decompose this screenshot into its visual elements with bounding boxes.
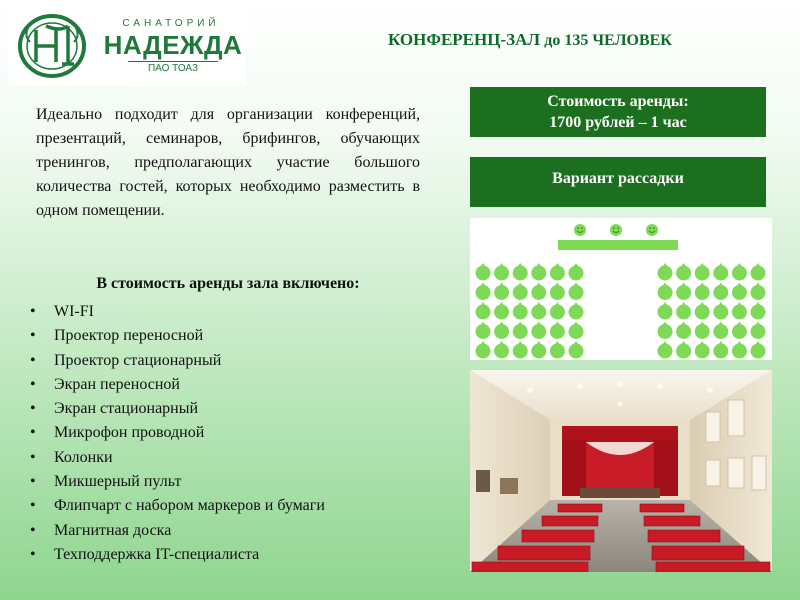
audience-seat-icon [751,285,766,300]
seat-tip-icon [537,302,541,305]
price-box [470,87,766,137]
audience-seat-icon [494,266,509,281]
seat-tip-icon [663,322,667,325]
seat-tip-icon [682,322,686,325]
hall-photo-svg [470,370,772,572]
seat-tip-icon [756,263,760,266]
seat-tip-icon [574,341,578,344]
audience-seat-icon [695,324,710,339]
speaker-eye-icon [653,227,655,229]
audience-seat-icon [658,285,673,300]
monogram-emblem-icon [16,12,88,80]
seating-layout-diagram [470,218,772,360]
seat-tip-icon [700,322,704,325]
logo-top-text: САНАТОРИЙ [122,18,220,29]
title-main: КОНФЕРЕНЦ-ЗАЛ [388,30,541,49]
seat-tip-icon [719,322,723,325]
audience-seat-icon [494,305,509,320]
speaker-eye-icon [581,227,583,229]
audience-seat-icon [658,305,673,320]
list-item: • WI-FI [28,300,325,324]
audience-seat-icon [695,285,710,300]
seat-tip-icon [574,283,578,286]
seat-tip-icon [737,263,741,266]
seat-tip-icon [518,341,522,344]
seat-tip-icon [756,283,760,286]
seat-tip-icon [537,322,541,325]
list-item: • Флипчарт с набором маркеров и бумаги [28,494,325,518]
audience-seat-icon [494,344,509,359]
audience-seat-icon [494,324,509,339]
audience-seat-icon [732,285,747,300]
audience-seat-icon [658,324,673,339]
list-item: • Проектор стационарный [28,349,325,373]
list-item: • Колонки [28,446,325,470]
seat-tip-icon [555,283,559,286]
audience-seat-icon [513,324,528,339]
audience-seat-icon [531,305,546,320]
audience-seat-icon [676,305,691,320]
seat-tip-icon [682,263,686,266]
seat-tip-icon [737,302,741,305]
audience-seat-icon [695,344,710,359]
audience-seat-icon [513,305,528,320]
audience-seat-icon [732,305,747,320]
seating-box [470,157,766,207]
audience-seat-icon [751,344,766,359]
seat-tip-icon [574,322,578,325]
audience-seat-icon [476,305,491,320]
speaker-seat-icon [646,224,658,236]
description-text: Идеально подходит для организации конференций, презентаций, семинаров, брифингов, обучающих тренингов, предполагающих участие большого количества гостей, которых необходимо разместить в одном помещении. [36,106,420,219]
logo-subtitle: ПАО ТОАЗ [128,61,218,74]
seat-tip-icon [737,322,741,325]
seat-tip-icon [719,341,723,344]
audience-seat-icon [713,344,728,359]
speakers-table [558,240,678,250]
audience-seat-icon [751,324,766,339]
audience-seat-icon [713,324,728,339]
price-label: Стоимость аренды: [547,93,689,110]
seat-tip-icon [663,302,667,305]
seat-tip-icon [481,263,485,266]
seat-tip-icon [518,302,522,305]
speaker-eye-icon [649,227,651,229]
audience-seat-icon [751,266,766,281]
seat-tip-icon [500,341,504,344]
audience-seat-icon [476,285,491,300]
audience-seat-icon [695,305,710,320]
seat-tip-icon [574,263,578,266]
seat-tip-icon [719,302,723,305]
seat-tip-icon [537,263,541,266]
seat-tip-icon [719,283,723,286]
audience-seat-icon [513,344,528,359]
audience-seat-icon [550,324,565,339]
audience-seat-icon [569,324,584,339]
list-item: • Микрофон проводной [28,421,325,445]
audience-seat-icon [676,344,691,359]
seat-tip-icon [700,263,704,266]
audience-seat-icon [658,266,673,281]
list-item: • Экран стационарный [28,397,325,421]
speaker-seat-icon [574,224,586,236]
audience-seat-icon [531,266,546,281]
list-item: • Экран переносной [28,373,325,397]
speaker-seat-icon [610,224,622,236]
audience-seat-icon [713,305,728,320]
audience-seat-icon [676,266,691,281]
seat-tip-icon [682,283,686,286]
audience-seat-icon [569,344,584,359]
seat-tip-icon [481,302,485,305]
audience-seat-icon [695,266,710,281]
audience-seat-icon [732,266,747,281]
seat-tip-icon [756,341,760,344]
audience-seat-icon [531,324,546,339]
seating-diagram-svg [470,218,772,360]
audience-seat-icon [732,344,747,359]
seat-tip-icon [756,322,760,325]
seat-tip-icon [555,322,559,325]
audience-seat-icon [732,324,747,339]
seat-tip-icon [682,302,686,305]
seat-tip-icon [500,283,504,286]
included-list [28,300,325,567]
audience-seat-icon [569,266,584,281]
seat-tip-icon [537,341,541,344]
logo-name: НАДЕЖДА [103,30,243,60]
audience-seat-icon [476,324,491,339]
seat-tip-icon [737,283,741,286]
seat-tip-icon [481,341,485,344]
audience-seat-icon [531,344,546,359]
price-value: 1700 рублей – 1 час [549,114,687,131]
audience-seat-icon [550,266,565,281]
audience-seat-icon [550,305,565,320]
speaker-eye-icon [617,227,619,229]
seat-tip-icon [756,302,760,305]
seat-tip-icon [663,341,667,344]
audience-seat-icon [658,344,673,359]
audience-seat-icon [476,266,491,281]
seat-tip-icon [555,302,559,305]
audience-seat-icon [751,305,766,320]
seat-tip-icon [737,341,741,344]
seat-tip-icon [663,263,667,266]
seat-tip-icon [518,263,522,266]
audience-seat-icon [494,285,509,300]
seat-tip-icon [481,283,485,286]
audience-seat-icon [569,285,584,300]
audience-seat-icon [676,285,691,300]
audience-seat-icon [531,285,546,300]
audience-seat-icon [713,266,728,281]
seating-label: Вариант рассадки [552,170,684,187]
seat-tip-icon [574,302,578,305]
seat-tip-icon [555,341,559,344]
included-heading: В стоимость аренды зала включено: [96,275,360,292]
title-capacity: до 135 ЧЕЛОВЕК [544,32,672,49]
list-item: • Микшерный пульт [28,470,325,494]
speaker-eye-icon [577,227,579,229]
seat-tip-icon [518,283,522,286]
seat-tip-icon [500,322,504,325]
audience-seat-icon [550,344,565,359]
seat-tip-icon [682,341,686,344]
list-item: • Проектор переносной [28,324,325,348]
page-title [388,30,778,50]
seat-tip-icon [481,322,485,325]
audience-seat-icon [513,266,528,281]
seat-tip-icon [663,283,667,286]
audience-seat-icon [476,344,491,359]
audience-seat-icon [513,285,528,300]
seat-tip-icon [700,283,704,286]
audience-seat-icon [569,305,584,320]
conference-hall-photo [470,370,772,572]
seat-tip-icon [537,283,541,286]
seat-tip-icon [555,263,559,266]
seat-tip-icon [719,263,723,266]
seat-tip-icon [700,341,704,344]
seat-tip-icon [500,263,504,266]
audience-seat-icon [676,324,691,339]
audience-seat-icon [550,285,565,300]
list-item: • Техподдержка IT-специалиста [28,543,325,567]
seat-tip-icon [518,322,522,325]
logo [8,6,246,86]
seat-tip-icon [500,302,504,305]
audience-seat-icon [713,285,728,300]
list-item: • Магнитная доска [28,519,325,543]
speaker-eye-icon [613,227,615,229]
seat-tip-icon [700,302,704,305]
